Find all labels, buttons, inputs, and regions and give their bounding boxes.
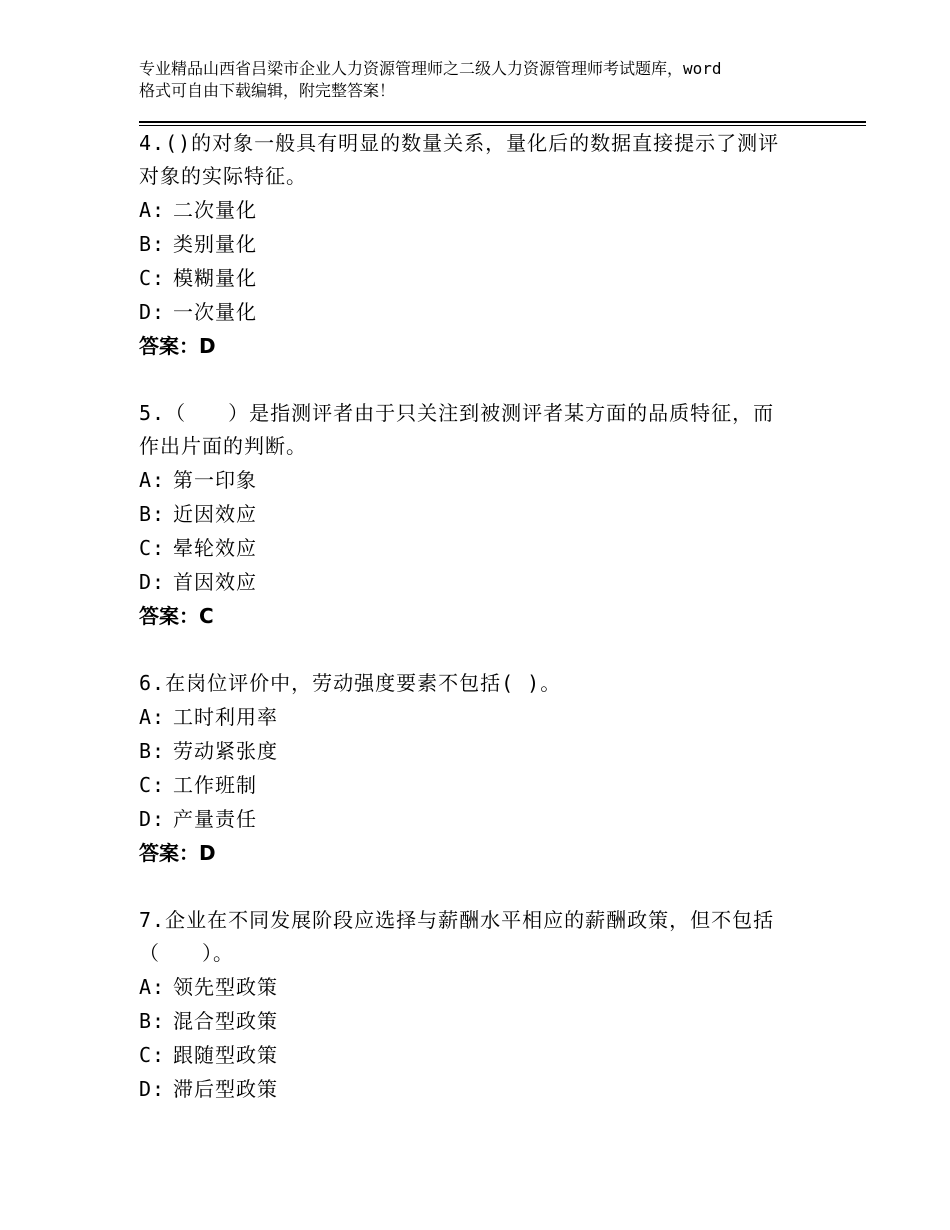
question-text-line-1: 7.企业在不同发展阶段应选择与薪酬水平相应的薪酬政策，但不包括 [139,908,775,932]
question-text-line-1: 5.（ ）是指测评者由于只关注到被测评者某方面的品质特征，而 [139,401,775,425]
option-text: 二次量化 [173,198,257,222]
option-label: B: [139,502,166,526]
option-text: 近因效应 [173,502,257,526]
option-label: B: [139,1009,166,1033]
option-c [139,531,819,565]
option-text: 工作班制 [173,773,257,797]
option-d [139,565,819,599]
option-label: C: [139,1043,166,1067]
option-b [139,734,819,768]
option-label: B: [139,232,166,256]
document-header [139,58,829,102]
option-label: A: [139,705,166,729]
header-rule-thick [139,121,866,123]
option-text: 领先型政策 [173,975,278,999]
option-text: 产量责任 [173,807,257,831]
option-c [139,261,819,295]
option-text: 滞后型政策 [173,1077,278,1101]
question-text [139,904,819,970]
option-text: 工时利用率 [173,705,278,729]
option-c [139,768,819,802]
option-text: 混合型政策 [173,1009,278,1033]
option-label: D: [139,807,166,831]
option-text: 模糊量化 [173,266,257,290]
question-7 [139,904,819,1106]
option-text: 第一印象 [173,468,257,492]
option-a [139,700,819,734]
option-d [139,295,819,329]
answer: 答案：D [139,334,216,358]
option-label: A: [139,198,166,222]
question-list [139,127,819,1140]
option-text: 类别量化 [173,232,257,256]
option-text: 一次量化 [173,300,257,324]
question-5 [139,397,819,633]
question-text [139,127,819,193]
question-text [139,397,819,463]
question-6 [139,667,819,870]
answer: 答案：C [139,604,214,628]
option-b [139,1004,819,1038]
option-d [139,1072,819,1106]
question-text-line-2: 对象的实际特征。 [139,164,307,188]
option-text: 跟随型政策 [173,1043,278,1067]
option-label: D: [139,1077,166,1101]
header-line-2: 格式可自由下载编辑，附完整答案！ [139,81,396,100]
option-a [139,193,819,227]
option-label: B: [139,739,166,763]
header-line-1: 专业精品山西省吕梁市企业人力资源管理师之二级人力资源管理师考试题库，word [139,59,722,78]
option-label: D: [139,570,166,594]
option-label: A: [139,975,166,999]
option-label: D: [139,300,166,324]
option-label: C: [139,266,166,290]
option-d [139,802,819,836]
question-text-line-2: （ ）。 [139,941,234,965]
question-text [139,667,819,700]
option-label: C: [139,536,166,560]
question-text-line-1: 6.在岗位评价中，劳动强度要素不包括( )。 [139,671,562,695]
option-text: 晕轮效应 [173,536,257,560]
answer: 答案：D [139,841,216,865]
option-text: 首因效应 [173,570,257,594]
question-text-line-1: 4.()的对象一般具有明显的数量关系，量化后的数据直接提示了测评 [139,131,780,155]
option-a [139,970,819,1004]
option-b [139,227,819,261]
option-label: C: [139,773,166,797]
question-4 [139,127,819,363]
header-rule-thin [139,125,866,126]
option-a [139,463,819,497]
question-text-line-2: 作出片面的判断。 [139,434,307,458]
option-label: A: [139,468,166,492]
option-b [139,497,819,531]
option-c [139,1038,819,1072]
option-text: 劳动紧张度 [173,739,278,763]
